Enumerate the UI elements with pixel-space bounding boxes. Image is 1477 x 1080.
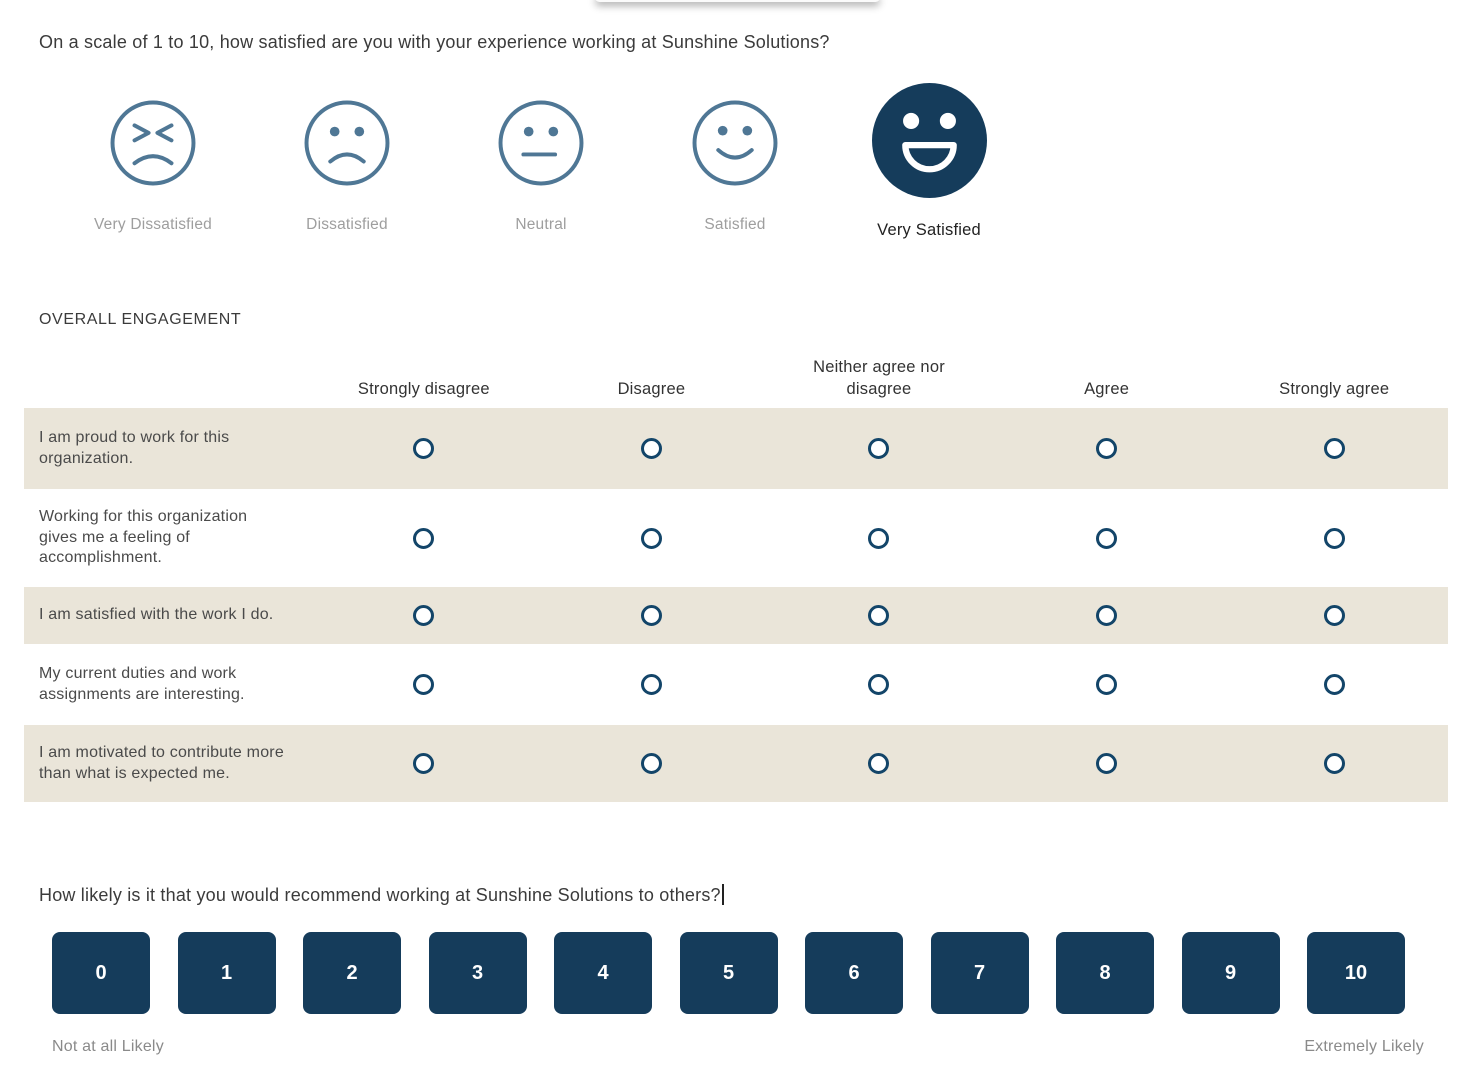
smiley-rating-scale: [56, 83, 1026, 240]
nps-button-4[interactable]: 4: [554, 932, 652, 1014]
radio-button[interactable]: [868, 605, 889, 626]
radio-button[interactable]: [1096, 674, 1117, 695]
matrix-column-header: Strongly disagree: [357, 380, 490, 398]
radio-button[interactable]: [641, 753, 662, 774]
section-title-overall-engagement: OVERALL ENGAGEMENT: [39, 311, 242, 328]
cutoff-element-shadow: [595, 0, 880, 2]
radio-button[interactable]: [1096, 528, 1117, 549]
matrix-header-row: [24, 356, 1448, 408]
matrix-column-header: Disagree: [617, 380, 686, 398]
radio-button[interactable]: [413, 753, 434, 774]
nps-button-6[interactable]: 6: [805, 932, 903, 1014]
radio-button[interactable]: [413, 605, 434, 626]
radio-button[interactable]: [413, 674, 434, 695]
satisfaction-question-text: On a scale of 1 to 10, how satisfied are you with your experience working at Sunshine Solutions?: [39, 32, 830, 52]
table-row: [24, 587, 1448, 644]
radio-button[interactable]: [868, 438, 889, 459]
radio-button[interactable]: [641, 438, 662, 459]
radio-button[interactable]: [641, 605, 662, 626]
satisfied-face-icon: [691, 83, 779, 199]
nps-max-label: Extremely Likely: [1304, 1038, 1424, 1055]
radio-button[interactable]: [868, 528, 889, 549]
radio-button[interactable]: [1096, 605, 1117, 626]
very-satisfied-face-icon: [872, 83, 987, 199]
matrix-row-label: I am satisfied with the work I do.: [39, 606, 274, 624]
radio-button[interactable]: [1324, 674, 1345, 695]
rating-option-neutral[interactable]: [444, 83, 638, 240]
very-dissatisfied-face-icon: [109, 83, 197, 199]
nps-button-1[interactable]: 1: [178, 932, 276, 1014]
radio-button[interactable]: [641, 528, 662, 549]
rating-label: Neutral: [515, 216, 567, 233]
matrix-row-label: I am proud to work for this organization.: [39, 429, 230, 467]
neutral-face-icon: [497, 83, 585, 199]
nps-button-0[interactable]: 0: [52, 932, 150, 1014]
engagement-matrix-table: [24, 356, 1448, 802]
radio-button[interactable]: [413, 528, 434, 549]
nps-button-5[interactable]: 5: [680, 932, 778, 1014]
rating-label: Very Dissatisfied: [94, 216, 212, 233]
rating-option-very-satisfied-selected[interactable]: [832, 83, 1026, 240]
nps-question-text[interactable]: How likely is it that you would recommend working at Sunshine Solutions to others?: [39, 884, 724, 906]
rating-label: Very Satisfied: [877, 221, 981, 239]
matrix-row-label: My current duties and work assignments are interesting.: [39, 665, 245, 703]
matrix-row-label: I am motivated to contribute more than what is expected me.: [39, 744, 284, 782]
nps-min-label: Not at all Likely: [52, 1038, 164, 1055]
radio-button[interactable]: [868, 674, 889, 695]
rating-option-satisfied[interactable]: [638, 83, 832, 240]
table-row: [24, 644, 1448, 725]
radio-button[interactable]: [1096, 438, 1117, 459]
radio-button[interactable]: [1324, 605, 1345, 626]
matrix-column-header: Agree: [1084, 380, 1130, 398]
table-row: [24, 408, 1448, 489]
rating-label: Satisfied: [704, 216, 766, 233]
matrix-column-header: Neither agree nor disagree: [813, 358, 945, 398]
rating-option-dissatisfied[interactable]: [250, 83, 444, 240]
radio-button[interactable]: [868, 753, 889, 774]
nps-button-2[interactable]: 2: [303, 932, 401, 1014]
nps-scale-labels: [52, 1038, 1424, 1056]
nps-scale: [52, 932, 1405, 1014]
matrix-column-header: Strongly agree: [1279, 380, 1390, 398]
radio-button[interactable]: [1324, 528, 1345, 549]
table-row: [24, 725, 1448, 802]
radio-button[interactable]: [1324, 438, 1345, 459]
rating-option-very-dissatisfied[interactable]: [56, 83, 250, 240]
radio-button[interactable]: [413, 438, 434, 459]
matrix-row-label: Working for this organization gives me a feeling of accomplishment.: [39, 508, 248, 567]
radio-button[interactable]: [1324, 753, 1345, 774]
nps-button-7[interactable]: 7: [931, 932, 1029, 1014]
rating-label: Dissatisfied: [306, 216, 388, 233]
text-cursor: [722, 884, 724, 905]
nps-button-9[interactable]: 9: [1182, 932, 1280, 1014]
table-row: [24, 489, 1448, 587]
nps-button-8[interactable]: 8: [1056, 932, 1154, 1014]
radio-button[interactable]: [1096, 753, 1117, 774]
radio-button[interactable]: [641, 674, 662, 695]
dissatisfied-face-icon: [303, 83, 391, 199]
nps-button-3[interactable]: 3: [429, 932, 527, 1014]
nps-button-10[interactable]: 10: [1307, 932, 1405, 1014]
